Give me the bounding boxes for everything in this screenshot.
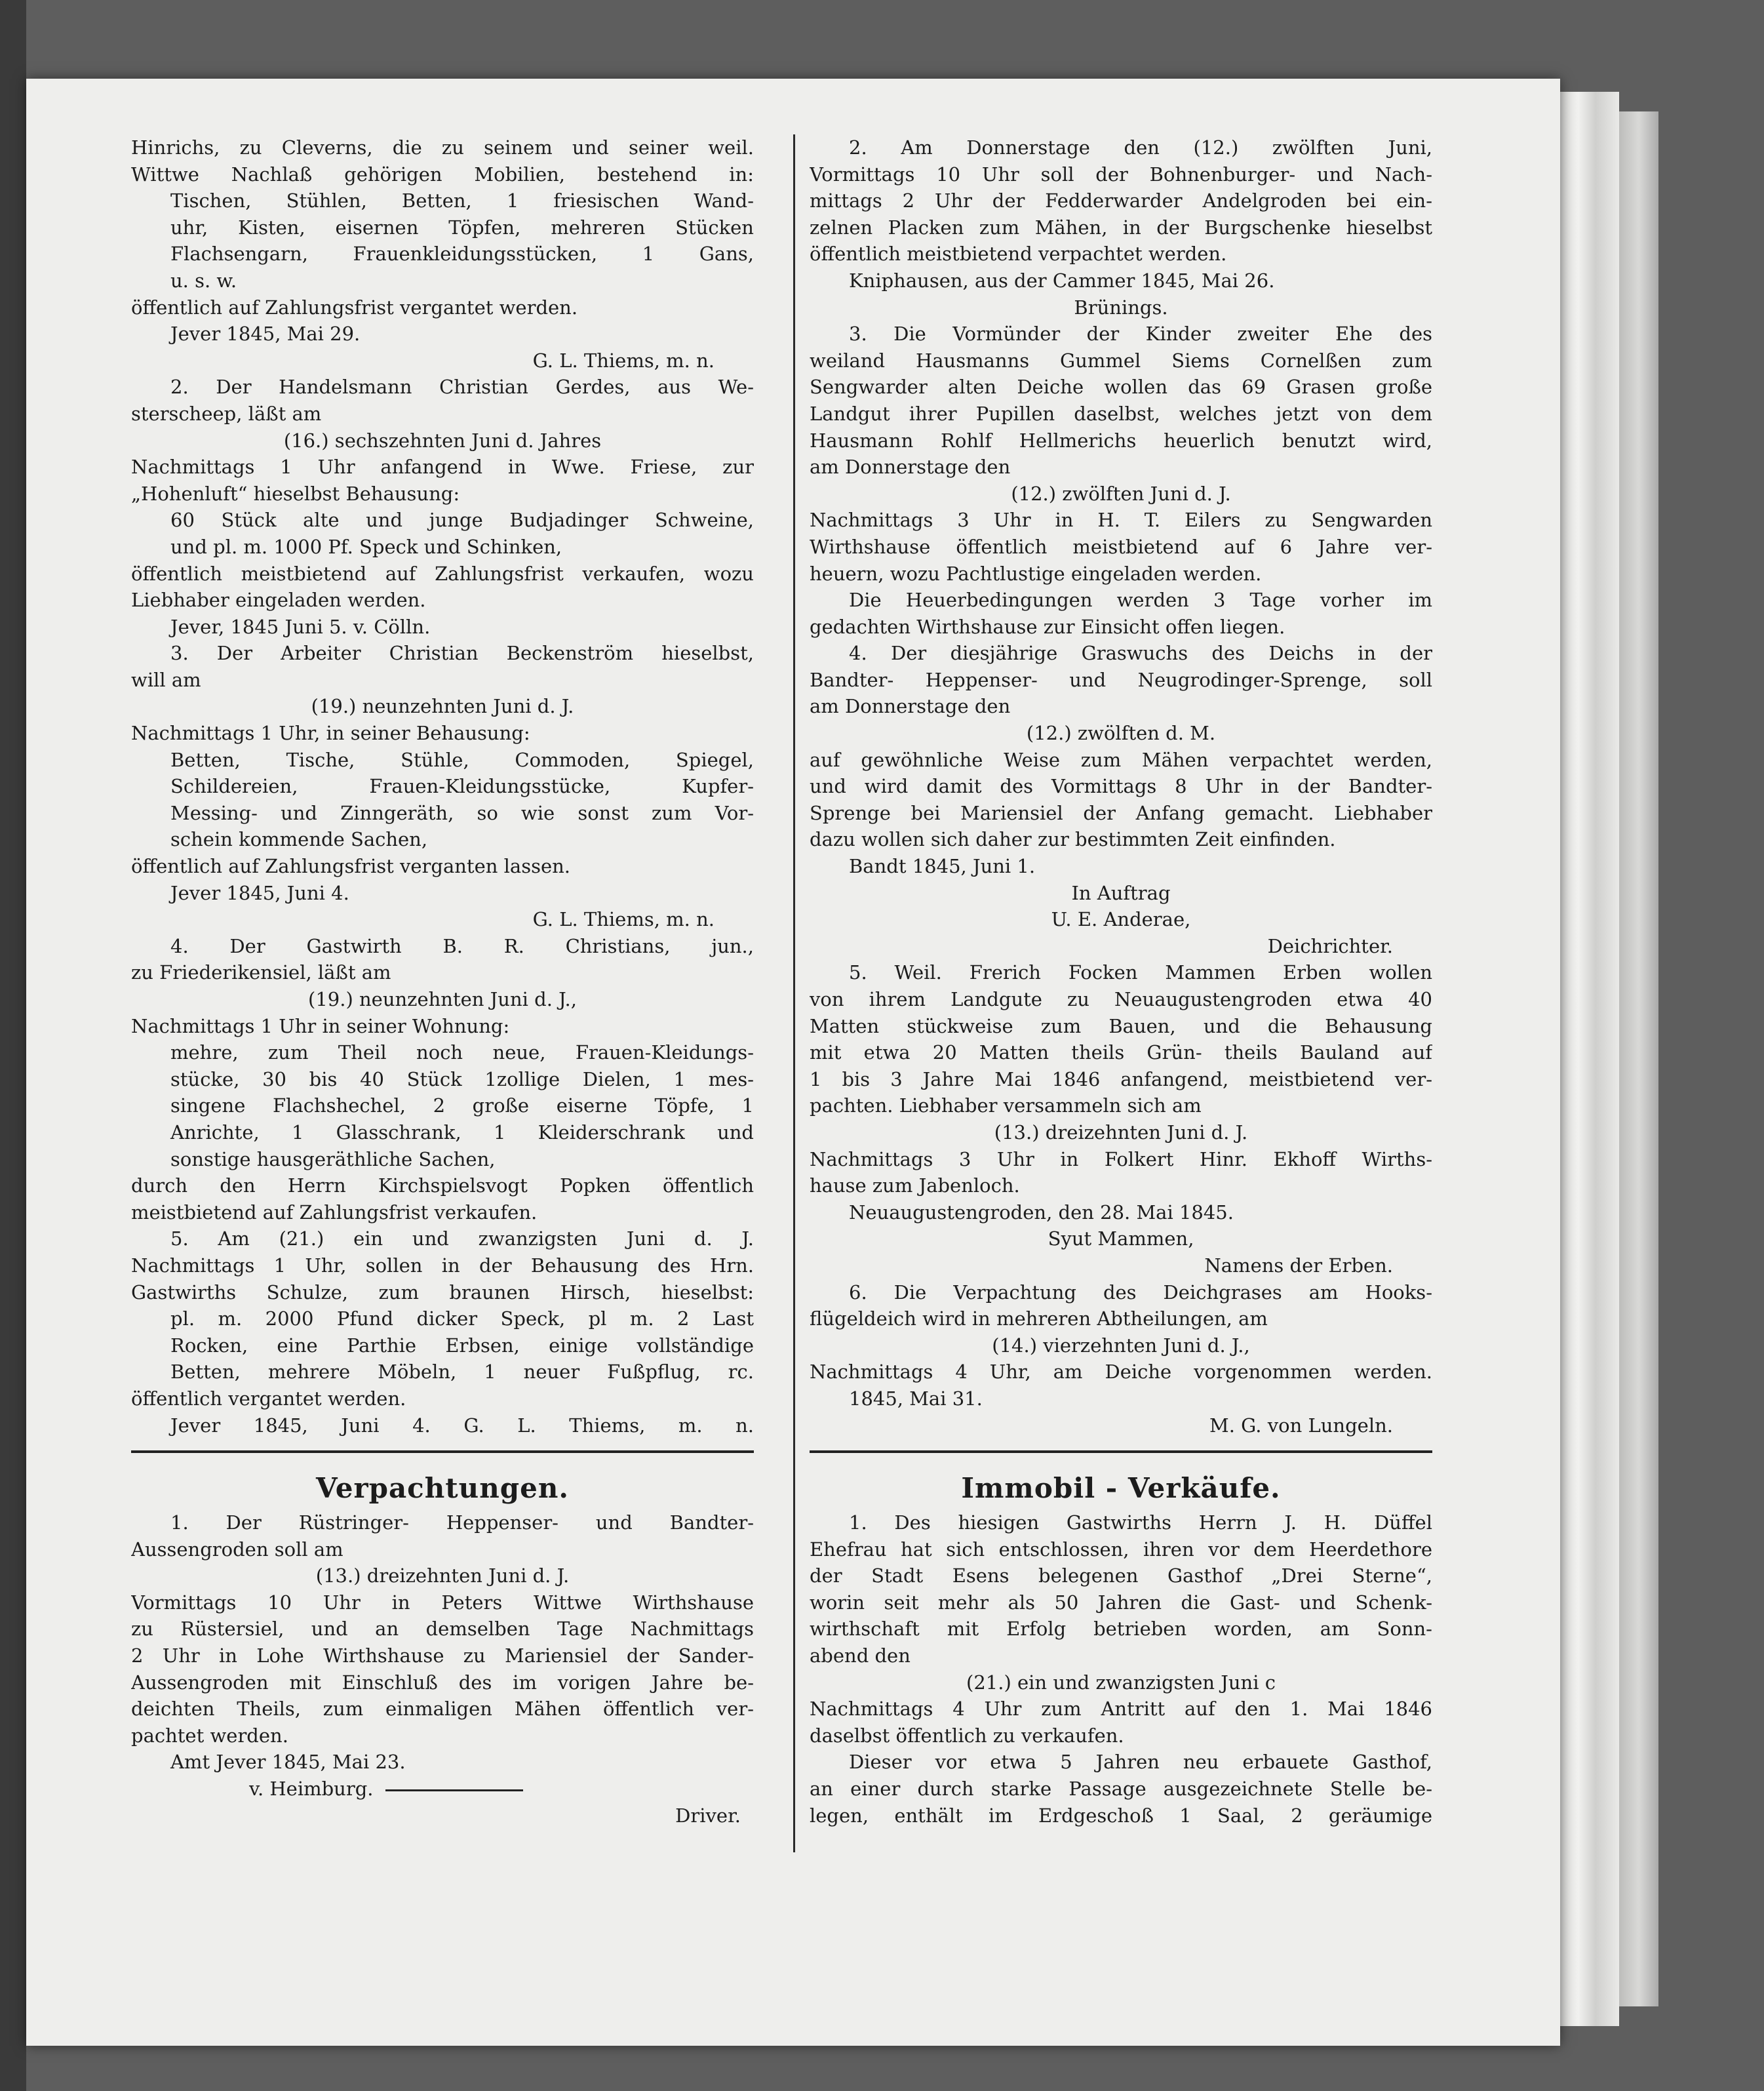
text-line: wirthschaft mit Erfolg betrieben worden, am Sonn- <box>810 1618 1432 1641</box>
text-line: hause zum Jabenloch. <box>810 1174 1020 1197</box>
text-line: sterscheep, läßt am <box>131 402 322 425</box>
text-line: heuern, wozu Pachtlustige eingeladen werden. <box>810 562 1262 585</box>
right-column-body <box>810 134 1432 1439</box>
text-line: Neuaugustengroden, den 28. Mai 1845. <box>849 1201 1234 1224</box>
signature-underline <box>385 1789 523 1791</box>
text-line: mit etwa 20 Matten theils Grün- theils Bauland auf <box>810 1041 1432 1064</box>
text-line: und wird damit des Vormittags 8 Uhr in der Bandter- <box>810 775 1432 798</box>
text-line: Hausmann Rohlf Hellmerichs heuerlich benutzt wird, <box>810 429 1432 452</box>
text-line: Bandt 1845, Juni 1. <box>849 855 1036 878</box>
text-line: am Donnerstage den <box>810 695 1011 718</box>
text-line: Matten stückweise zum Bauen, und die Behausung <box>810 1014 1432 1037</box>
text-line: Deichrichter. <box>1267 934 1393 957</box>
text-line: Sengwarder alten Deiche wollen das 69 Grasen große <box>810 376 1432 399</box>
left-column-body <box>131 134 754 1439</box>
text-line: Nachmittags 3 Uhr in Folkert Hinr. Ekhoff Wirths- <box>810 1147 1432 1170</box>
text-line: (19.) neunzehnten Juni d. J. <box>311 695 574 718</box>
right-column <box>810 134 1432 1829</box>
text-line: Ehefrau hat sich entschlossen, ihren vor dem Heerdethore <box>810 1538 1432 1561</box>
text-line: Sprenge bei Mariensiel der Anfang gemacht. Liebhaber <box>810 801 1432 824</box>
text-line: meistbietend auf Zahlungsfrist verkaufen. <box>131 1201 538 1224</box>
text-line: öffentlich meistbietend auf Zahlungsfrist verkaufen, wozu <box>131 562 754 585</box>
text-line: (12.) zwölften d. M. <box>1026 722 1216 745</box>
text-line: Flachsengarn, Frauenkleidungsstücken, 1 Gans, <box>170 243 754 266</box>
text-line: (14.) vierzehnten Juni d. J., <box>992 1334 1250 1357</box>
text-line: Namens der Erben. <box>1204 1254 1393 1277</box>
text-line: M. G. von Lungeln. <box>1209 1414 1393 1437</box>
text-line: worin seit mehr als 50 Jahren die Gast- und Schenk- <box>810 1591 1432 1614</box>
text-line: (16.) sechszehnten Juni d. Jahres <box>283 429 602 452</box>
text-line: 1. Der Rüstringer- Heppenser- und Bandter- <box>170 1511 754 1534</box>
text-line: öffentlich auf Zahlungsfrist vergantet werden. <box>131 296 578 319</box>
text-line: Wirthshause öffentlich meistbietend auf 6 Jahre ver- <box>810 535 1432 558</box>
text-line: Die Heuerbedingungen werden 3 Tage vorher im <box>849 589 1432 612</box>
text-line: zelnen Placken zum Mähen, in der Burgschenke hieselbst <box>810 216 1432 239</box>
text-line: Anrichte, 1 Glasschrank, 1 Kleiderschrank und <box>170 1121 754 1144</box>
text-line: am Donnerstage den <box>810 456 1011 479</box>
text-line: sonstige hausgeräthliche Sachen, <box>170 1147 496 1170</box>
text-line: Jever 1845, Mai 29. <box>170 323 361 346</box>
text-line: Dieser vor etwa 5 Jahren neu erbauete Gasthof, <box>849 1751 1432 1774</box>
text-line: U. E. Anderae, <box>1051 908 1191 931</box>
text-line: zu Friederikensiel, läßt am <box>131 961 391 984</box>
text-line: Nachmittags 3 Uhr in H. T. Eilers zu Sengwarden <box>810 509 1432 532</box>
text-line: Vormittags 10 Uhr in Peters Wittwe Wirthshause <box>131 1591 754 1614</box>
signature-heimburg: v. Heimburg. <box>249 1778 374 1801</box>
text-line: 5. Am (21.) ein und zwanzigsten Juni d. J. <box>170 1227 754 1250</box>
text-line: Nachmittags 1 Uhr, sollen in der Behausung des Hrn. <box>131 1254 754 1277</box>
text-line: durch den Herrn Kirchspielsvogt Popken öffentlich <box>131 1174 754 1197</box>
text-line: Messing- und Zinngeräth, so wie sonst zum Vor- <box>170 801 754 824</box>
text-line: auf gewöhnliche Weise zum Mähen verpachtet werden, <box>810 748 1432 771</box>
column-divider <box>793 134 795 1852</box>
text-line: 60 Stück alte und junge Budjadinger Schweine, <box>170 509 754 532</box>
text-line: 3. Die Vormünder der Kinder zweiter Ehe des <box>849 323 1432 346</box>
text-line: Hinrichs, zu Cleverns, die zu seinem und seiner weil. <box>131 136 754 159</box>
text-line: 2 Uhr in Lohe Wirthshause zu Mariensiel der Sander- <box>131 1644 754 1667</box>
text-line: will am <box>131 668 201 691</box>
text-line: 2. Am Donnerstage den (12.) zwölften Juni, <box>849 136 1432 159</box>
text-line: Brünings. <box>1074 296 1168 319</box>
text-line: dazu wollen sich daher zur bestimmten Zeit einfinden. <box>810 828 1336 851</box>
text-line: schein kommende Sachen, <box>170 828 428 851</box>
text-line: öffentlich vergantet werden. <box>131 1387 406 1410</box>
text-line: öffentlich auf Zahlungsfrist verganten lassen. <box>131 855 571 878</box>
text-line: daselbst öffentlich zu verkaufen. <box>810 1724 1124 1747</box>
text-line: (13.) dreizehnten Juni d. J. <box>315 1564 570 1587</box>
text-line: und pl. m. 1000 Pf. Speck und Schinken, <box>170 535 562 558</box>
text-line: Tischen, Stühlen, Betten, 1 friesischen Wand- <box>170 189 754 212</box>
text-line: (19.) neunzehnten Juni d. J., <box>308 988 577 1010</box>
text-line: 1 bis 3 Jahre Mai 1846 anfangend, meistbietend ver- <box>810 1067 1432 1090</box>
text-line: öffentlich meistbietend verpachtet werden. <box>810 243 1227 266</box>
text-line: Liebhaber eingeladen werden. <box>131 589 426 612</box>
text-line: 4. Der diesjährige Graswuchs des Deichs in der <box>849 642 1432 665</box>
text-line: der Stadt Esens belegenen Gasthof „Drei Sterne“, <box>810 1564 1432 1587</box>
text-line: Wittwe Nachlaß gehörigen Mobilien, bestehend in: <box>131 163 754 186</box>
text-line: Nachmittags 1 Uhr, in seiner Behausung: <box>131 722 530 745</box>
text-line: Aussengroden soll am <box>131 1538 343 1561</box>
text-line: 4. Der Gastwirth B. R. Christians, jun., <box>170 934 754 957</box>
text-line: Jever 1845, Juni 4. G. L. Thiems, m. n. <box>170 1414 754 1437</box>
text-line: Nachmittags 1 Uhr anfangend in Wwe. Friese, zur <box>131 456 754 479</box>
text-line: u. s. w. <box>170 269 237 292</box>
section-rule-immobil <box>810 1450 1432 1453</box>
text-line: 5. Weil. Frerich Focken Mammen Erben wollen <box>849 961 1432 984</box>
text-line: Schildereien, Frauen-Kleidungsstücke, Kupfer- <box>170 775 754 798</box>
text-line: stücke, 30 bis 40 Stück 1zollige Dielen, 1 mes- <box>170 1067 754 1090</box>
text-line: mittags 2 Uhr der Fedderwarder Andelgroden bei ein- <box>810 189 1432 212</box>
section-heading-verpachtungen: Verpachtungen. <box>316 1472 569 1505</box>
text-line: gedachten Wirthshause zur Einsicht offen liegen. <box>810 615 1285 638</box>
text-line: zu Rüstersiel, und an demselben Tage Nachmittags <box>131 1618 754 1641</box>
text-line: Jever 1845, Juni 4. <box>170 881 349 904</box>
text-line: Betten, mehrere Möbeln, 1 neuer Fußpflug, rc. <box>170 1361 754 1384</box>
text-line: pachten. Liebhaber versammeln sich am <box>810 1094 1202 1117</box>
text-line: weiland Hausmanns Gummel Siems Cornelßen zum <box>810 349 1432 372</box>
text-line: G. L. Thiems, m. n. <box>532 908 715 931</box>
text-line: G. L. Thiems, m. n. <box>532 349 715 372</box>
text-line: Gastwirths Schulze, zum braunen Hirsch, hieselbst: <box>131 1281 754 1304</box>
text-line: „Hohenluft“ hieselbst Behausung: <box>131 482 460 505</box>
text-line: flügeldeich wird in mehreren Abtheilungen, am <box>810 1307 1268 1330</box>
page-fore-edge <box>1560 92 1619 2026</box>
text-line: Bandter- Heppenser- und Neugrodinger-Sprenge, soll <box>810 668 1432 691</box>
text-line: Jever, 1845 Juni 5. v. Cölln. <box>170 615 431 638</box>
left-section-body <box>131 1509 754 1776</box>
section-rule-verpachtungen <box>131 1450 754 1453</box>
text-line: 1. Des hiesigen Gastwirths Herrn J. H. Düffel <box>849 1511 1432 1534</box>
text-line: (21.) ein und zwanzigsten Juni c <box>966 1671 1276 1694</box>
text-line: Kniphausen, aus der Cammer 1845, Mai 26. <box>849 269 1275 292</box>
text-line: Nachmittags 4 Uhr, am Deiche vorgenommen werden. <box>810 1361 1432 1384</box>
text-line: Landgut ihrer Pupillen daselbst, welches jetzt von dem <box>810 402 1432 425</box>
text-line: Vormittags 10 Uhr soll der Bohnenburger- und Nach- <box>810 163 1432 186</box>
text-line: Aussengroden mit Einschluß des im vorigen Jahre be- <box>131 1671 754 1694</box>
text-line: pachtet werden. <box>131 1724 288 1747</box>
text-line: Nachmittags 1 Uhr in seiner Wohnung: <box>131 1014 510 1037</box>
text-line: Betten, Tische, Stühle, Commoden, Spiegel, <box>170 748 754 771</box>
page-fore-edge-outer <box>1619 111 1658 2006</box>
text-line: (13.) dreizehnten Juni d. J. <box>994 1121 1248 1144</box>
text-line: von ihrem Landgute zu Neuaugustengroden etwa 40 <box>810 988 1432 1010</box>
text-line: legen, enthält im Erdgeschoß 1 Saal, 2 geräumige <box>810 1804 1432 1827</box>
text-line: mehre, zum Theil noch neue, Frauen-Kleidungs- <box>170 1041 754 1064</box>
signature-driver: Driver. <box>675 1804 741 1827</box>
text-line: Rocken, eine Parthie Erbsen, einige vollständige <box>170 1334 754 1357</box>
text-line: Syut Mammen, <box>1048 1227 1194 1250</box>
text-line: (12.) zwölften Juni d. J. <box>1011 482 1231 505</box>
text-line: 1845, Mai 31. <box>849 1387 983 1410</box>
text-line: Amt Jever 1845, Mai 23. <box>170 1751 406 1774</box>
text-line: 3. Der Arbeiter Christian Beckenström hieselbst, <box>170 642 754 665</box>
text-line: deichten Theils, zum einmaligen Mähen öffentlich ver- <box>131 1698 754 1721</box>
text-line: 2. Der Handelsmann Christian Gerdes, aus We- <box>170 376 754 399</box>
text-line: Nachmittags 4 Uhr zum Antritt auf den 1. Mai 1846 <box>810 1698 1432 1721</box>
text-line: abend den <box>810 1644 911 1667</box>
right-section-body <box>810 1509 1432 1829</box>
text-line: 6. Die Verpachtung des Deichgrases am Hooks- <box>849 1281 1432 1304</box>
section-heading-immobil: Immobil - Verkäufe. <box>961 1472 1281 1505</box>
text-line: an einer durch starke Passage ausgezeichnete Stelle be- <box>810 1778 1432 1801</box>
text-line: In Auftrag <box>1071 881 1171 904</box>
signature-line <box>131 1776 754 1802</box>
book-spine-edge <box>0 0 26 2091</box>
text-line: uhr, Kisten, eisernen Töpfen, mehreren Stücken <box>170 216 754 239</box>
text-line: pl. m. 2000 Pfund dicker Speck, pl m. 2 Last <box>170 1307 754 1330</box>
left-column <box>131 134 754 1829</box>
text-line: singene Flachshechel, 2 große eiserne Töpfe, 1 <box>170 1094 754 1117</box>
